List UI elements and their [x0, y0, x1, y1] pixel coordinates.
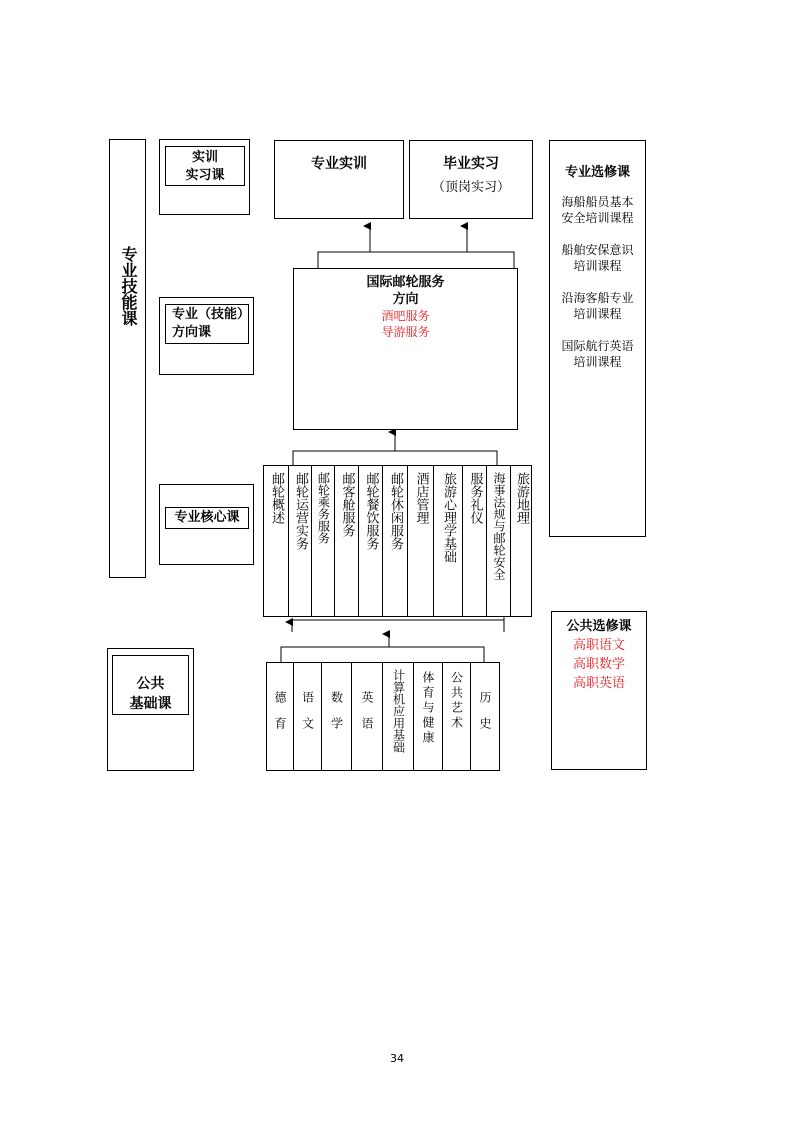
public-electives-title: 公共选修课: [566, 619, 632, 634]
elective-item: 沿海客船专业培训课程: [561, 291, 634, 321]
public-course-text: 体育与健康: [421, 671, 435, 746]
public-elective-item: 高职英语: [572, 676, 625, 691]
public-course-col: [293, 662, 322, 771]
core-course-col: [311, 465, 335, 617]
core-course-text: 邮客舱服务: [339, 472, 355, 537]
core-course-text: 海事法规与邮轮安全: [492, 472, 506, 580]
core-course-box: [159, 484, 254, 565]
public-course-col: [351, 662, 383, 771]
public-course-text: 历史: [478, 690, 492, 743]
public-course-col: [470, 662, 500, 771]
direction-item-bar: 酒吧服务: [381, 309, 430, 323]
public-basic-label: [112, 655, 189, 715]
professional-training-label: 专业实训: [311, 156, 367, 172]
core-course-label: 专业核心课: [165, 507, 249, 529]
professional-electives-title: 专业选修课: [564, 165, 630, 180]
direction-bracket: [318, 252, 514, 268]
public-bracket: [281, 647, 484, 662]
public-course-text: 数学: [329, 690, 344, 743]
internship-subtitle: （顶岗实习）: [431, 180, 510, 195]
core-course-text: 邮轮乘务服务: [316, 472, 331, 544]
core-course-text: 酒店管理: [413, 472, 429, 524]
elective-item: 海船船员基本安全培训课程: [561, 195, 634, 225]
professional-electives-box: [549, 140, 646, 537]
public-electives-box: [551, 611, 647, 770]
elective-item: 国际航行英语培训课程: [561, 339, 634, 369]
core-course-col: [510, 465, 532, 617]
core-course-text: 服务礼仪: [467, 472, 483, 524]
core-course-col: [334, 465, 359, 617]
direction-course-box: [159, 297, 254, 375]
core-course-text: 邮轮运营实务: [293, 472, 308, 550]
core-course-text: 邮轮概述: [269, 472, 284, 524]
public-course-col: [321, 662, 352, 771]
core-bracket: [293, 451, 497, 465]
public-course-text: 公共艺术: [449, 671, 464, 731]
core-course-col: [382, 465, 408, 617]
core-course-col: [263, 465, 289, 617]
public-course-text: 语文: [300, 690, 315, 743]
core-course-col: [407, 465, 434, 617]
practice-course-label: [165, 146, 245, 186]
direction-label-line2: 方向课: [172, 325, 212, 340]
practice-course-box: [159, 139, 250, 215]
public-course-text: 英语: [360, 690, 374, 743]
public-label-line2: 基础课: [129, 696, 172, 712]
public-course-col: [382, 662, 414, 771]
public-elective-item: 高职语文: [572, 638, 625, 653]
core-course-col: [486, 465, 511, 617]
core-course-col: [358, 465, 383, 617]
public-course-text: 德育: [273, 690, 287, 743]
core-course-text: 旅游心理学基础: [441, 472, 456, 563]
direction-title-line2: 方向: [392, 292, 419, 307]
professional-skills-label-box: [109, 139, 146, 578]
graduation-internship-box: [409, 140, 533, 219]
public-course-col: [266, 662, 294, 771]
public-course-col: [442, 662, 471, 771]
direction-course-label: [165, 304, 249, 344]
page-number: 34: [390, 1052, 404, 1065]
public-course-text: 计算机应用基础: [391, 669, 406, 753]
core-bottom-bracket: [292, 620, 504, 632]
public-basic-box: [107, 648, 194, 771]
professional-training-box: [274, 140, 404, 219]
direction-box: [293, 268, 518, 430]
direction-label-line1: 专业（技能）: [172, 307, 251, 322]
practice-label-line2: 实习课: [185, 168, 225, 183]
professional-skills-label: 专业技能课: [119, 246, 138, 326]
public-elective-item: 高职数学: [572, 657, 625, 672]
core-course-text: 邮轮餐饮服务: [363, 472, 379, 550]
direction-title-line1: 国际邮轮服务: [366, 275, 445, 290]
public-label-line1: 公共: [136, 676, 165, 692]
core-course-text: 旅游地理: [514, 472, 529, 524]
public-course-col: [413, 662, 443, 771]
elective-item: 船舶安保意识培训课程: [561, 243, 634, 273]
core-course-col: [462, 465, 487, 617]
core-course-text: 邮轮休闲服务: [388, 472, 403, 550]
practice-label-line1: 实训: [191, 150, 218, 165]
core-course-col: [288, 465, 312, 617]
internship-title: 毕业实习: [443, 156, 499, 172]
core-course-col: [433, 465, 463, 617]
direction-item-guide: 导游服务: [381, 325, 430, 339]
